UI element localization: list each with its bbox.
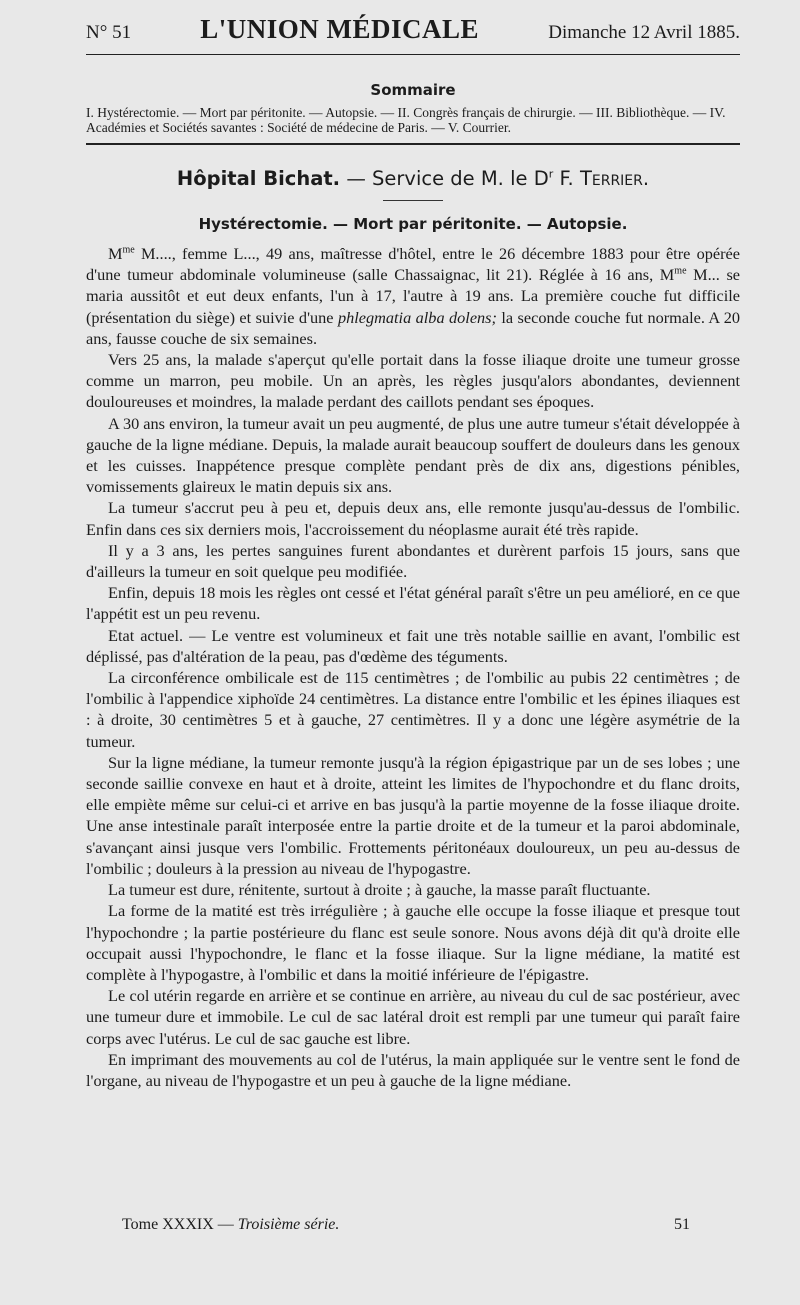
paragraph: La tumeur s'accrut peu à peu et, depuis deux ans, elle remonte jusqu'au-dessus de l'ombilic. Enfin dans ces six derniers mois, l'accroissement du néoplasme aurait été très rapide. — [86, 498, 740, 539]
issue-date: Dimanche 12 Avril 1885. — [548, 22, 740, 43]
hospital-name: Hôpital Bichat. — [176, 167, 341, 190]
issue-number: N° 51 — [86, 22, 132, 43]
p1-text-d: la seconde couche fut normale. A 20 ans, fausse couche de six semaines. — [86, 307, 740, 348]
paragraph: A 30 ans environ, la tumeur avait un peu augmenté, de plus une autre tumeur s'était développée à gauche de la ligne médiane. Depuis, la malade aurait beaucoup souffert de douleurs dans les genoux et les cuisses. Inappétence presque complète pendant près de dix ans, digestions pénibles, vomissements glaireux le matin depuis six ans. — [86, 413, 740, 497]
p1-sup-1: me — [122, 244, 135, 256]
hospital-service-sup: r — [548, 167, 554, 181]
p1-text-c: M... se maria aussitôt et eut deux enfants, l'un à 17, l'autre à 19 ans. La première couche fut difficile (présentation du siège) et suivie d'une — [86, 265, 741, 327]
sommaire-title: Sommaire — [370, 81, 456, 99]
tome-label — [122, 1216, 339, 1234]
article-body — [86, 243, 740, 1091]
p1-sup-2: me — [674, 265, 687, 277]
paragraph: Enfin, depuis 18 mois les règles ont cessé et l'état général paraît s'être un peu amélioré, en ce que l'appétit est un peu revenu. — [86, 583, 740, 624]
hospital-heading — [86, 167, 740, 190]
paragraph: Le col utérin regarde en arrière et se continue en arrière, au niveau du cul de sac postérieur, avec une tumeur dure et immobile. Le cul de sac latéral droit est rempli par une tumeur qui paraît faire corps avec l'utérus. Le cul de sac gauche est libre. — [86, 986, 740, 1048]
doctor-name: Terrier. — [579, 167, 650, 190]
p1-italic: phlegmatia alba dolens; — [337, 307, 497, 327]
section-divider — [86, 143, 740, 145]
paragraph: Il y a 3 ans, les pertes sanguines furent abondantes et durèrent parfois 15 jours, sans que d'ailleurs la tumeur en soit quelque peu modifiée. — [86, 540, 740, 582]
masthead — [86, 14, 740, 55]
paragraph: Vers 25 ans, la malade s'aperçut qu'elle portait dans la fosse iliaque droite une tumeur grosse comme un marron, peu mobile. Un an après, les règles jusqu'alors abondantes, deviennent douloureuses et moindres, la malade perdant des caillots pendant ses époques. — [86, 350, 740, 412]
doctor-initial: F. — [559, 167, 574, 190]
paragraph: Sur la ligne médiane, la tumeur remonte jusqu'à la région épigastrique par un de ses lobes ; une seconde saillie convexe en haut et à droite, atteint les limites de l'hypochondre et du flanc droits, elle empiète même sur celui-ci et arrive en bas jusqu'à la partie moyenne de la fosse iliaque droite. Une anse intestinale paraît interposée entre la partie droite et de la tumeur et la paroi abdominale, s'avançant ainsi jusque vers l'ombilic. Frottements péritonéaux douloureux, un peu au-dessus de l'ombilic ; douleurs à la pression au niveau de l'hypogastre. — [86, 752, 740, 878]
paragraph: En imprimant des mouvements au col de l'utérus, la main appliquée sur le ventre sent le fond de l'organe, au niveau de l'hypogastre et un peu à gauche de la ligne médiane. — [86, 1049, 740, 1090]
page-number: 51 — [674, 1216, 690, 1233]
hospital-service: Service de M. le D — [372, 167, 549, 190]
series-text: Troisième série. — [237, 1216, 340, 1233]
paragraph: La circonférence ombilicale est de 115 centimètres ; de l'ombilic au pubis 22 centimètres ; de l'ombilic à l'appendice xiphoïde 24 centimètres. La distance entre l'ombilic et les épines iliaques est : à droite, 30 centimètres 5 et à gauche, 27 centimètres. Il y a donc une légère asymétrie de la tumeur. — [86, 668, 740, 751]
p1-text-b: M...., femme L..., 49 ans, maîtresse d'hôtel, entre le 26 décembre 1883 pour être opérée d'une tumeur abdominale volumineuse (salle Chassaignac, lit 21). Réglée à 16 ans, M — [86, 244, 740, 285]
p1-text-a: M — [108, 244, 123, 263]
hospital-dash: — — [346, 167, 366, 190]
paragraph: La forme de la matité est très irrégulière ; à gauche elle occupe la fosse iliaque et presque tout l'hypochondre ; la partie postérieure du flanc est seule sonore. Nous avons déjà dit qu'à droite elle occupait aussi l'hypochondre, le flanc et la fosse iliaque. Sur la ligne médiane, la matité est complète à l'hypogastre, à l'ombilic et dans la moitié inférieure de l'épigastre. — [86, 901, 740, 984]
short-divider — [383, 200, 443, 201]
journal-title: L'UNION MÉDICALE — [200, 14, 480, 44]
tome-text: Tome XXXIX — — [122, 1216, 238, 1233]
paragraph — [86, 243, 740, 349]
article-title: Hystérectomie. — Mort par péritonite. — Autopsie. — [198, 215, 628, 233]
sommaire-text: I. Hystérectomie. — Mort par péritonite. — Autopsie. — II. Congrès français de chirurgie. — III. Bibliothèque. — IV. Académies et Sociétés savantes : Société de médecine de Paris. — V. Courrier. — [86, 105, 726, 135]
paragraph: Etat actuel. — Le ventre est volumineux et fait une très notable saillie en avant, l'ombilic est déplissé, pas d'altération de la peau, pas d'œdème des téguments. — [86, 625, 740, 666]
paragraph: La tumeur est dure, rénitente, surtout à droite ; à gauche, la masse paraît fluctuante. — [108, 880, 651, 900]
